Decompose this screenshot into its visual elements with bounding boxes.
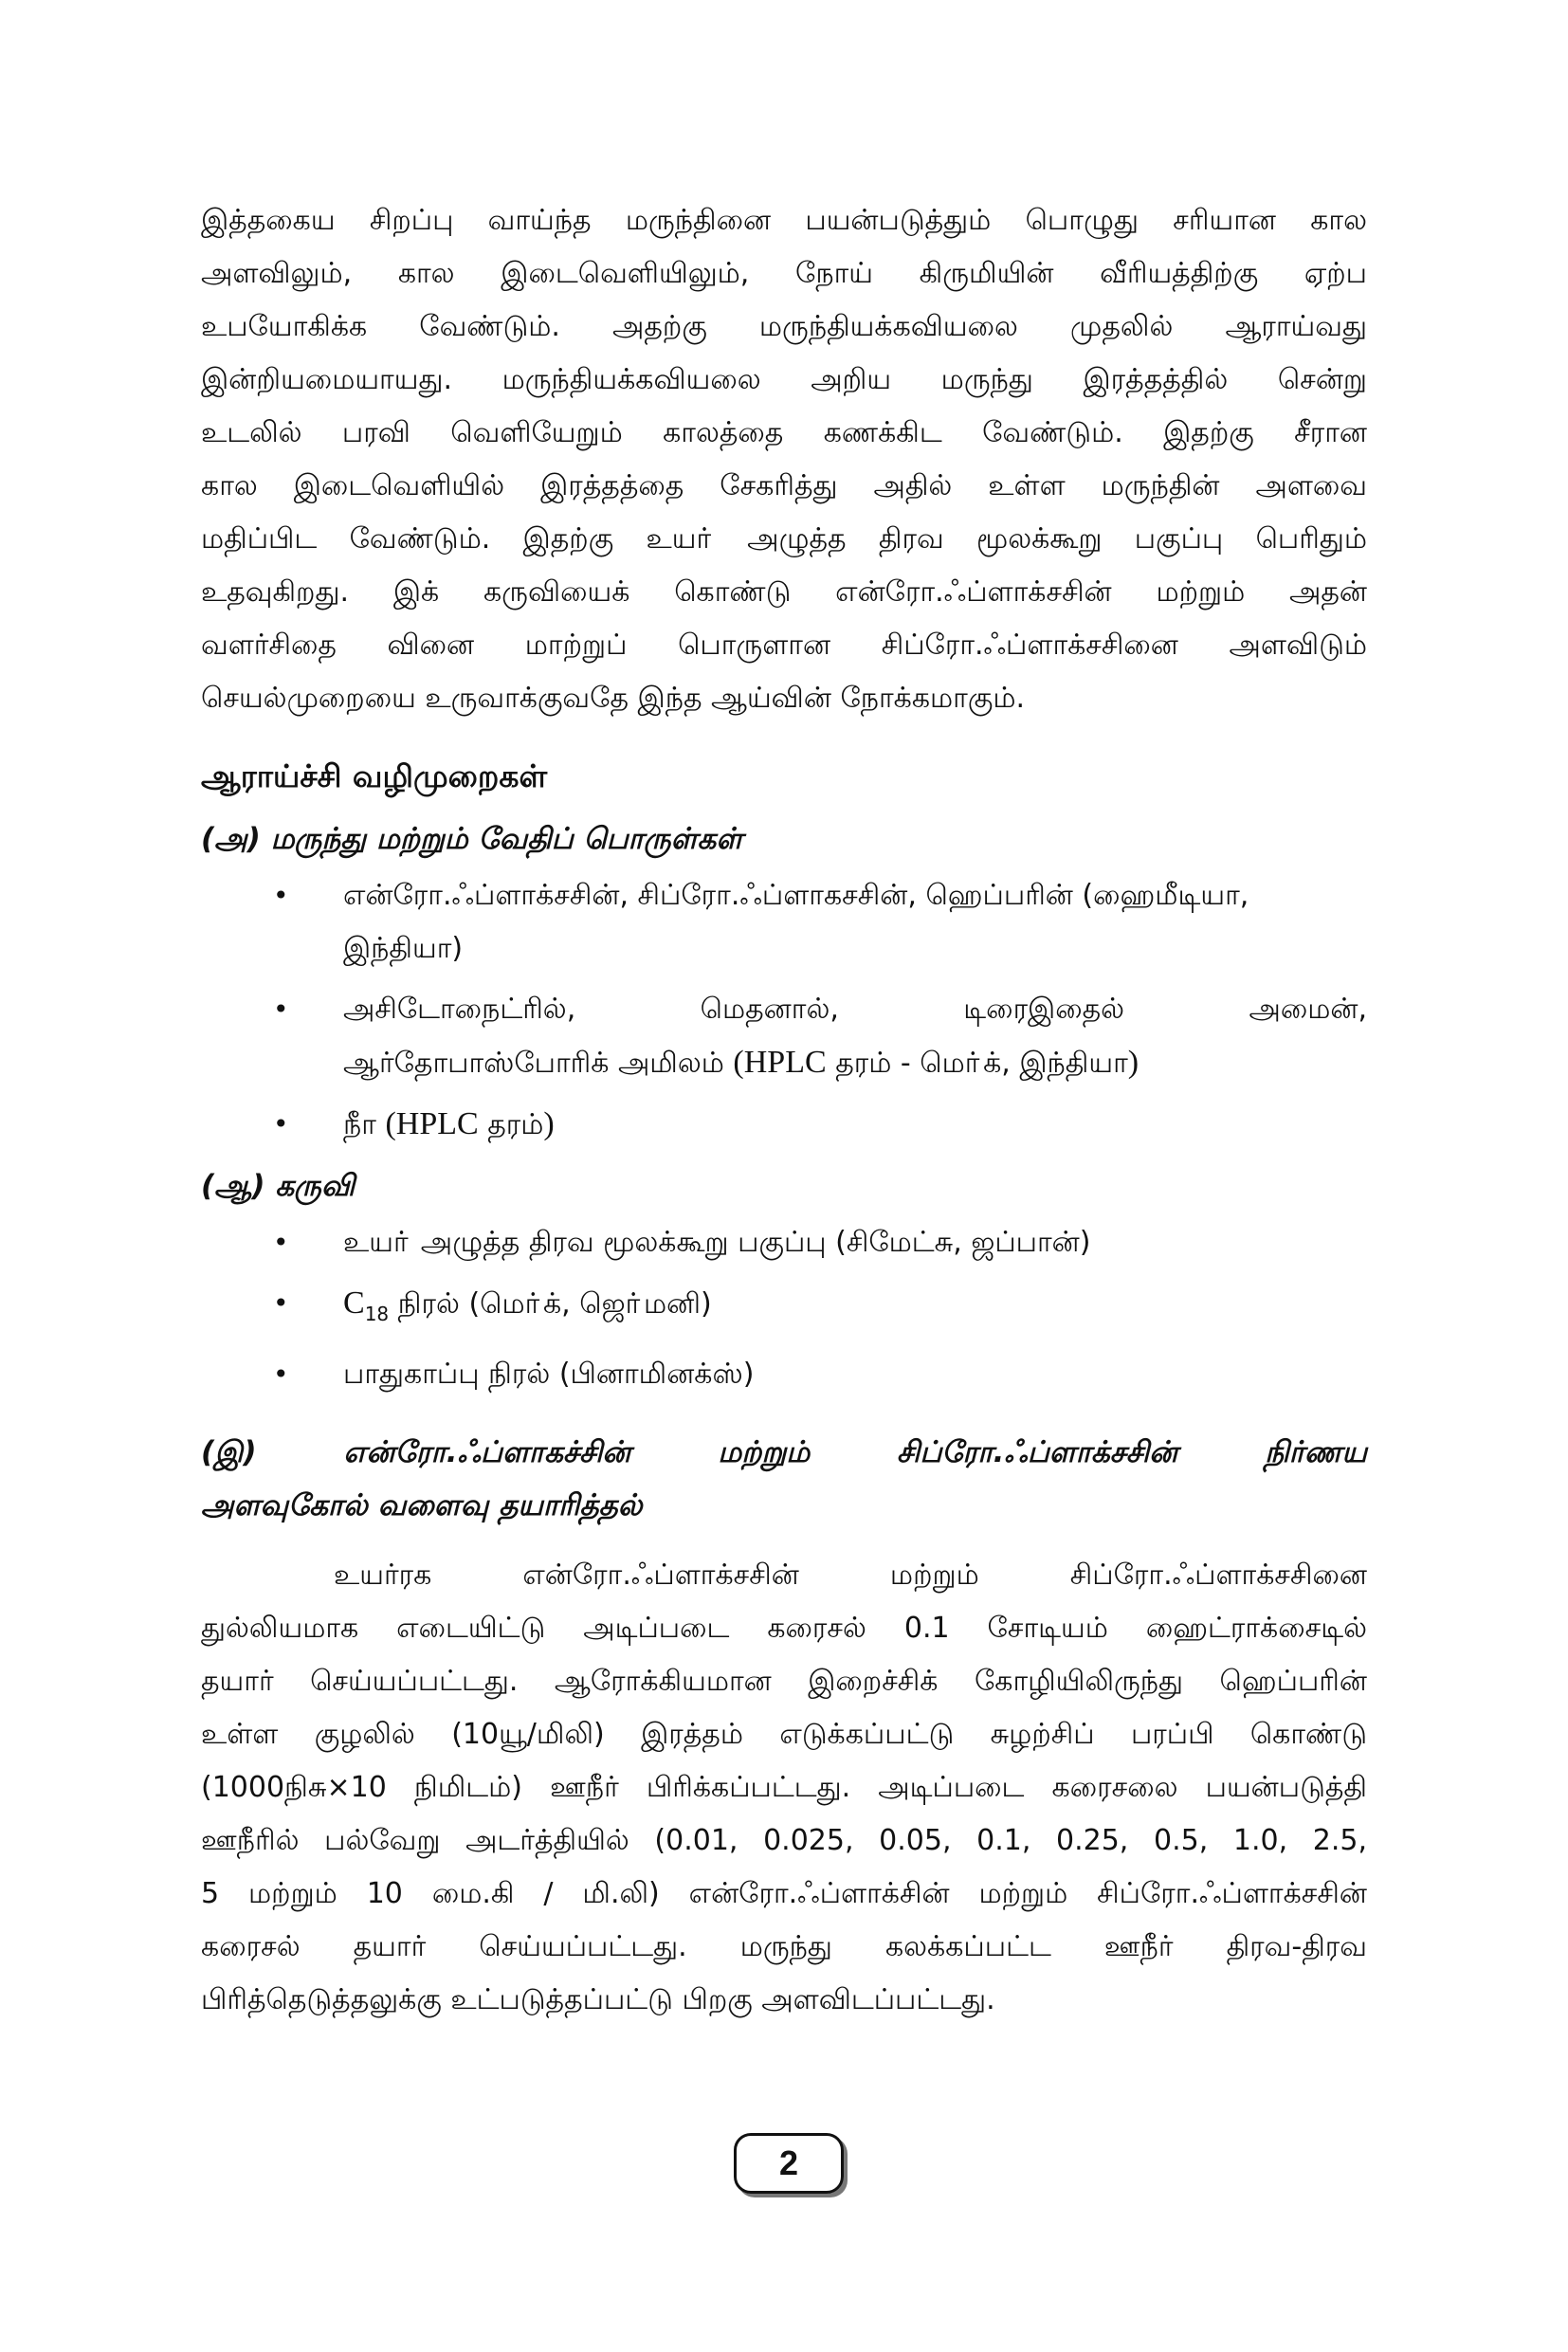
column-type-subscript: 18	[364, 1303, 390, 1325]
intro-line: செயல்முறையை உருவாக்குவதே இந்த ஆய்வின் நோக்கமாகும்.	[201, 682, 1026, 715]
section-c-paragraph	[201, 1549, 1367, 2027]
list-item-text-part: )	[543, 1106, 555, 1141]
section-c-title-line: (இ) என்ரோ.ஃப்ளாகச்சின் மற்றும் சிப்ரோ.ஃப்ளாக்சசின் நிர்ணய	[201, 1435, 1367, 1469]
intro-line: கால இடைவெளியில் இரத்தத்தை சேகரித்து அதில் உள்ள மருந்தின் அளவை	[201, 469, 1367, 502]
list-item	[201, 1277, 1367, 1340]
paragraph-line: உயர்ரக என்ரோ.ஃப்ளாக்சசின் மற்றும் சிப்ரோ.ஃப்ளாக்சசினை	[334, 1559, 1367, 1592]
list-item-text: இந்தியா)	[343, 932, 464, 965]
section-b-list	[201, 1216, 1367, 1401]
list-item	[201, 1098, 1367, 1152]
paragraph-line: 5 மற்றும் 10 மை.கி / மி.லி) என்ரோ.ஃப்ளாக்சின் மற்றும் சிப்ரோ.ஃப்ளாக்சசின்	[201, 1877, 1367, 1910]
paragraph-line: பிரித்தெடுத்தலுக்கு உட்படுத்தப்பட்டு பிறகு அளவிடப்பட்டது.	[201, 1983, 995, 2016]
section-a-list	[201, 869, 1367, 1152]
list-item-text-part: (HPLC	[385, 1106, 479, 1141]
paragraph-line: கரைசல் தயார் செய்யப்பட்டது. மருந்து கலக்கப்பட்ட ஊநீர் திரவ-திரவ	[201, 1930, 1367, 1963]
bullet-icon: •	[273, 1108, 289, 1140]
page-number: 2	[734, 2133, 844, 2194]
intro-paragraph	[201, 194, 1367, 725]
intro-line: வளர்சிதை வினை மாற்றுப் பொருளான சிப்ரோ.ஃப்ளாக்சசினை அளவிடும்	[201, 629, 1367, 662]
paragraph-line: ஊநீரில் பல்வேறு அடர்த்தியில் (0.01, 0.025, 0.05, 0.1, 0.25, 0.5, 1.0, 2.5,	[201, 1824, 1367, 1857]
intro-line: இன்றியமையாயது. மருந்தியக்கவியலை அறிய மருந்து இரத்தத்தில் சென்று	[201, 363, 1367, 396]
list-item-text	[343, 1098, 1367, 1152]
section-b-title: (ஆ) கருவி	[201, 1169, 356, 1203]
intro-line: உபயோகிக்க வேண்டும். அதற்கு மருந்தியக்கவியலை முதலில் ஆராய்வது	[201, 310, 1367, 343]
list-item-text: என்ரோ.ஃப்ளாக்சசின், சிப்ரோ.ஃப்ளாகசசின், ஹெப்பரின் (ஹைமீடியா,	[343, 879, 1249, 912]
list-item	[201, 869, 1367, 975]
bullet-icon: •	[273, 1287, 289, 1319]
intro-line: உதவுகிறது. இக் கருவியைக் கொண்டு என்ரோ.ஃப்ளாக்சசின் மற்றும் அதன்	[201, 575, 1367, 609]
list-item-text-part: )	[1127, 1045, 1140, 1080]
list-item-text: அசிடோநைட்ரில், மெதனால், டிரைஇதைல் அமைன்,	[343, 993, 1367, 1026]
paragraph-line: (1000நிசு×10 நிமிடம்) ஊநீர் பிரிக்கப்பட்டது. அடிப்படை கரைசலை பயன்படுத்தி	[201, 1771, 1367, 1804]
intro-line: இத்தகைய சிறப்பு வாய்ந்த மருந்தினை பயன்படுத்தும் பொழுது சரியான கால	[201, 204, 1367, 237]
list-item-text-part: தரம் - மொ்க், இந்தியா	[826, 1047, 1128, 1080]
list-item-text: பாதுகாப்பு நிரல் (பினாமினக்ஸ்)	[343, 1358, 755, 1391]
list-item-text: உயா் அழுத்த திரவ மூலக்கூறு பகுப்பு (சிமேட்சு, ஜப்பான்)	[343, 1226, 1091, 1259]
section-c-title-line: அளவுகோல் வளைவு தயாரித்தல்	[201, 1488, 643, 1522]
list-item	[201, 983, 1367, 1090]
list-item	[201, 1348, 1367, 1401]
section-c-title	[201, 1426, 1367, 1532]
section-a-title: (அ) மருந்து மற்றும் வேதிப் பொருள்கள்	[201, 822, 743, 856]
bullet-icon: •	[273, 1227, 289, 1258]
list-item-text	[343, 1036, 1367, 1090]
list-item-text	[343, 1277, 1367, 1340]
list-item-text-part: தரம்	[478, 1108, 544, 1141]
document-page	[201, 194, 1367, 2027]
intro-line: மதிப்பிட வேண்டும். இதற்கு உயா் அழுத்த திரவ மூலக்கூறு பகுப்பு பெரிதும்	[201, 522, 1367, 556]
list-item	[201, 1216, 1367, 1269]
bullet-icon: •	[273, 880, 289, 911]
list-item-text-part: நிரல் (மொ்க், ஜொ்மனி)	[389, 1287, 712, 1321]
paragraph-line: துல்லியமாக எடையிட்டு அடிப்படை கரைசல் 0.1 சோடியம் ஹைட்ராக்சைடில்	[201, 1612, 1367, 1645]
list-item-text-part: நீா	[343, 1108, 386, 1141]
intro-line: உடலில் பரவி வெளியேறும் காலத்தை கணக்கிட வேண்டும். இதற்கு சீரான	[201, 416, 1367, 449]
bullet-icon: •	[273, 994, 289, 1025]
methods-heading: ஆராய்ச்சி வழிமுறைகள்	[201, 757, 548, 794]
list-item-text-part: (HPLC	[733, 1045, 827, 1080]
column-type-c: C	[343, 1285, 365, 1321]
paragraph-line: உள்ள குழலில் (10யூ/மிலி) இரத்தம் எடுக்கப்பட்டு சுழற்சிப் பரப்பி கொண்டு	[201, 1718, 1367, 1751]
intro-line: அளவிலும், கால இடைவெளியிலும், நோய் கிருமியின் வீரியத்திற்கு ஏற்ப	[201, 257, 1367, 290]
paragraph-line: தயார் செய்யப்பட்டது. ஆரோக்கியமான இறைச்சிக் கோழியிலிருந்து ஹெப்பரின்	[201, 1665, 1367, 1698]
bullet-icon: •	[273, 1358, 289, 1390]
list-item-text-part: ஆர்தோபாஸ்போரிக் அமிலம்	[343, 1047, 734, 1080]
